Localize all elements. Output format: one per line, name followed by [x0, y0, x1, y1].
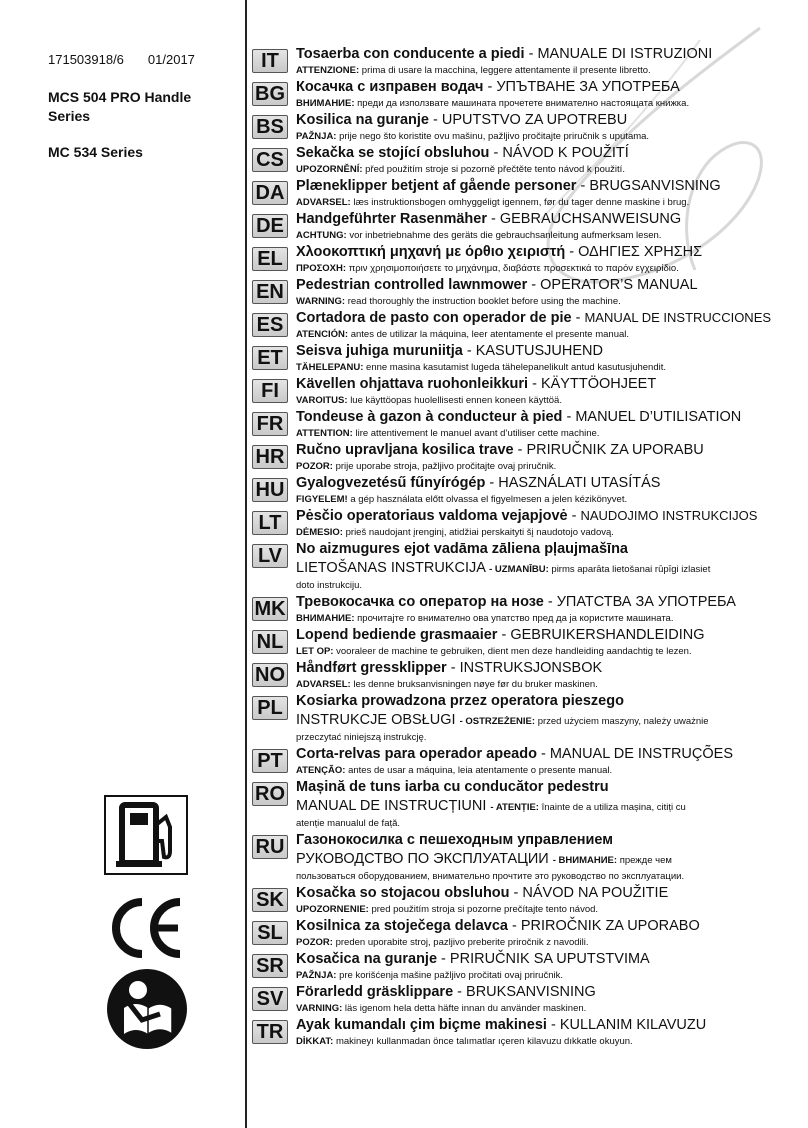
entry-warning: VARNING: läs igenom hela detta häfte innan du använder maskinen.	[296, 1003, 587, 1014]
entry-warning: ADVARSEL: les denne bruksanvisningen nøye før du bruker maskinen.	[296, 679, 598, 690]
language-entry	[252, 341, 804, 374]
language-entry	[252, 883, 804, 916]
language-code-badge: HR	[252, 445, 288, 469]
entry-warning: WARNING: read thoroughly the instruction booklet before using the machine.	[296, 296, 621, 307]
entry-manual-line: MANUAL DE INSTRUCȚIUNI - ATENȚIE: înainte de a utiliza mașina, citiți cu	[296, 798, 686, 814]
entry-warning: ВНИМАНИЕ: прочитајте го внимателно ова упатство пред да ја користите машината.	[296, 613, 674, 624]
language-code-badge: TR	[252, 1020, 288, 1044]
language-code-badge: PT	[252, 749, 288, 773]
document-date: 01/2017	[147, 52, 195, 67]
entry-warning: ATTENZIONE: prima di usare la macchina, leggere attentamente il presente libretto.	[296, 65, 651, 76]
entry-warning: ΠΡΟΣΟΧΗ: πριν χρησιμοποιήσετε το μηχάνημα, διαβάστε προσεκτικά το παρόν εγχειρίδιο.	[296, 263, 679, 274]
entry-title: Gyalogvezetésű fűnyírógép - HASZNÁLATI UTASÍTÁS	[296, 475, 661, 491]
language-code-badge: HU	[252, 478, 288, 502]
entry-warning: TÄHELEPANU: enne masina kasutamist lugeda tähelepanelikult antud kasutusjuhendit.	[296, 362, 667, 373]
language-code-badge: PL	[252, 696, 288, 720]
entry-warning: ADVARSEL: læs instruktionsbogen omhyggeligt igennem, før du tager denne maskine i brug.	[296, 197, 690, 208]
entry-title: Ručno upravljana kosilica trave - PRIRUČNIK ZA UPORABU	[296, 442, 704, 458]
language-entry	[252, 143, 804, 176]
language-entry	[252, 777, 804, 830]
language-entry	[252, 176, 804, 209]
language-code-badge: MK	[252, 597, 288, 621]
entry-manual-line: INSTRUKCJE OBSŁUGI - OSTRZEŻENIE: przed użyciem maszyny, należy uważnie	[296, 712, 709, 728]
language-code-badge: LV	[252, 544, 288, 568]
entry-title: Lopend bediende grasmaaier - GEBRUIKERSHANDLEIDING	[296, 627, 705, 643]
entry-title: Seisva juhiga muruniitja - KASUTUSJUHEND	[296, 343, 603, 359]
entry-title: Χλοοκοπτική μηχανή με όρθιο χειριστή - ΟΔΗΓΙΕΣ ΧΡΗΣΗΣ	[296, 244, 703, 260]
entry-warning: VAROITUS: lue käyttöopas huolellisesti ennen koneen käyttöä.	[296, 395, 562, 406]
entry-title: Kosilica na guranje - UPUTSTVO ZA UPOTREBU	[296, 112, 628, 128]
entry-warning-cont: przeczytać niniejszą instrukcję.	[296, 732, 427, 743]
language-code-badge: EN	[252, 280, 288, 304]
entry-title: Tosaerba con conducente a piedi - MANUALE DI ISTRUZIONI	[296, 46, 713, 62]
language-entry	[252, 691, 804, 744]
entry-warning: POZOR: preden uporabite stroj, pazljivo preberite priročnik z navodili.	[296, 937, 589, 948]
language-entry	[252, 44, 804, 77]
entry-warning-cont: doto instrukciju.	[296, 580, 363, 591]
entry-title: Mașină de tuns iarba cu conducător pedestru	[296, 779, 609, 795]
entry-warning: ACHTUNG: vor inbetriebnahme des geräts die gebrauchsanleitung aufmerksam lesen.	[296, 230, 662, 241]
entry-title: Förarledd gräsklippare - BRUKSANVISNING	[296, 984, 596, 1000]
document-code-line	[48, 52, 195, 67]
vertical-divider	[245, 0, 247, 1128]
entry-manual-line: LIETOŠANAS INSTRUKCIJA - UZMANĪBU: pirms aparāta lietošanai rūpīgi izlasiet	[296, 560, 711, 576]
language-code-badge: NL	[252, 630, 288, 654]
language-entry	[252, 473, 804, 506]
language-code-badge: EL	[252, 247, 288, 271]
entry-title: Косачка с изправен водач - УПЪТВАНЕ ЗА УПОТРЕБА	[296, 79, 680, 95]
language-code-badge: SV	[252, 987, 288, 1011]
language-entry	[252, 374, 804, 407]
language-code-badge: ET	[252, 346, 288, 370]
language-entry	[252, 242, 804, 275]
language-code-badge: SK	[252, 888, 288, 912]
language-entry	[252, 308, 804, 341]
language-entry	[252, 110, 804, 143]
language-entry	[252, 830, 804, 883]
entry-warning: ВНИМАНИЕ: преди да използвате машината прочетете внимателно настоящата книжка.	[296, 98, 690, 109]
entry-title: Sekačka se stojící obsluhou - NÁVOD K POUŽITÍ	[296, 145, 629, 161]
series-title-2: MC 534 Series	[48, 144, 143, 160]
language-code-badge: SL	[252, 921, 288, 945]
read-manual-icon	[106, 968, 188, 1055]
left-panel	[0, 0, 246, 1128]
entry-title: Cortadora de pasto con operador de pie - MANUAL DE INSTRUCCIONES	[296, 310, 772, 326]
entry-warning: LET OP: vooraleer de machine te gebruiken, dient men deze handleiding aandachtig te lezen.	[296, 646, 692, 657]
ce-mark-icon	[106, 896, 186, 965]
entry-title: Ayak kumandalı çim biçme makinesi - KULLANIM KILAVUZU	[296, 1017, 707, 1033]
language-entry	[252, 916, 804, 949]
entry-title: Kosiarka prowadzona przez operatora pieszego	[296, 693, 624, 709]
language-entry	[252, 744, 804, 777]
language-entry	[252, 440, 804, 473]
entry-warning: UPOZORNENIE: pred použitím stroja si pozorne prečítajte tento návod.	[296, 904, 599, 915]
entry-title: Тревокосачка со оператор на нозе - УПАТСТВА ЗА УПОТРЕБА	[296, 594, 736, 610]
language-list	[252, 44, 804, 1048]
language-code-badge: DA	[252, 181, 288, 205]
language-code-badge: FR	[252, 412, 288, 436]
entry-title: No aizmugures ejot vadāma zāliena pļaujmašīna	[296, 541, 628, 557]
entry-warning: UPOZORNĚNÍ: před použitím stroje si pozorně přečtěte tento návod k použití.	[296, 164, 625, 175]
language-entry	[252, 949, 804, 982]
entry-title: Håndført gressklipper - INSTRUKSJONSBOK	[296, 660, 603, 676]
entry-warning: FIGYELEM! a gép használata előtt olvassa el figyelmesen a jelen kézikönyvet.	[296, 494, 628, 505]
entry-title: Kosačica na guranje - PRIRUČNIK SA UPUTSTVIMA	[296, 951, 650, 967]
entry-warning: DĖMESIO: prieš naudojant įrenginį, atidžiai perskaityti šį naudotojo vadovą.	[296, 527, 614, 538]
language-entry	[252, 625, 804, 658]
language-code-badge: CS	[252, 148, 288, 172]
entry-title: Газонокосилка с пешеходным управлением	[296, 832, 614, 848]
language-entry	[252, 407, 804, 440]
entry-warning: POZOR: prije uporabe stroja, pažljivo pročitajte ovaj priručnik.	[296, 461, 557, 472]
entry-title: Pedestrian controlled lawnmower - OPERATOR’S MANUAL	[296, 277, 698, 293]
entry-warning: ATENCIÓN: antes de utilizar la máquina, leer atentamente el presente manual.	[296, 329, 630, 340]
language-code-badge: IT	[252, 49, 288, 73]
language-code-badge: DE	[252, 214, 288, 238]
entry-warning: ATENÇÃO: antes de usar a máquina, leia atentamente o presente manual.	[296, 765, 613, 776]
language-code-badge: FI	[252, 379, 288, 403]
entry-title: Handgeführter Rasenmäher - GEBRAUCHSANWEISUNG	[296, 211, 682, 227]
language-code-badge: BG	[252, 82, 288, 106]
language-entry	[252, 592, 804, 625]
entry-title: Pėsčio operatoriaus valdoma vejapjovė - NAUDOJIMO INSTRUKCIJOS	[296, 508, 758, 524]
language-entry	[252, 209, 804, 242]
series-title-1: MCS 504 PRO Handle Series	[48, 89, 192, 124]
language-code-badge: NO	[252, 663, 288, 687]
language-entry	[252, 982, 804, 1015]
entry-warning: PAŽNJA: prije nego što koristite ovu mašinu, pažljivo pročitajte priručnik s uputama.	[296, 131, 650, 142]
document-code: 171503918/6	[48, 52, 124, 67]
entry-warning-cont: пользоваться оборудованием, внимательно прочтите это руководство по эксплуатации.	[296, 871, 685, 882]
language-entry	[252, 275, 804, 308]
entry-title: Kosačka so stojacou obsluhou - NÁVOD NA POUŽITIE	[296, 885, 669, 901]
language-code-badge: LT	[252, 511, 288, 535]
fuel-pump-icon	[104, 795, 188, 880]
entry-title: Tondeuse à gazon à conducteur à pied - MANUEL D’UTILISATION	[296, 409, 742, 425]
language-code-badge: RO	[252, 782, 288, 806]
entry-title: Corta-relvas para operador apeado - MANUAL DE INSTRUÇÕES	[296, 746, 733, 762]
entry-title: Kosilnica za stoječega delavca - PRIROČNIK ZA UPORABO	[296, 918, 700, 934]
entry-warning: PAŽNJA: pre korišćenja mašine pažljivo pročitati ovaj priručnik.	[296, 970, 563, 981]
language-entry	[252, 77, 804, 110]
language-code-badge: SR	[252, 954, 288, 978]
entry-warning: ATTENTION: lire attentivement le manuel avant d’utiliser cette machine.	[296, 428, 600, 439]
entry-warning-cont: atenție manualul de față.	[296, 818, 401, 829]
language-entry	[252, 658, 804, 691]
language-code-badge: ES	[252, 313, 288, 337]
entry-manual-line: РУКОВОДСТВО ПО ЭКСПЛУАТАЦИИ - ВНИМАНИЕ: прежде чем	[296, 851, 672, 867]
entry-warning: DİKKAT: makineyı kullanmadan önce talımatlar ıçeren kilavuzu dıkkatle okuyun.	[296, 1036, 633, 1047]
language-code-badge: RU	[252, 835, 288, 859]
language-entry	[252, 539, 804, 592]
entry-title: Kävellen ohjattava ruohonleikkuri - KÄYTTÖOHJEET	[296, 376, 657, 392]
language-entry	[252, 1015, 804, 1048]
language-entry	[252, 506, 804, 539]
entry-title: Plæneklipper betjent af gående personer - BRUGSANVISNING	[296, 178, 721, 194]
language-code-badge: BS	[252, 115, 288, 139]
